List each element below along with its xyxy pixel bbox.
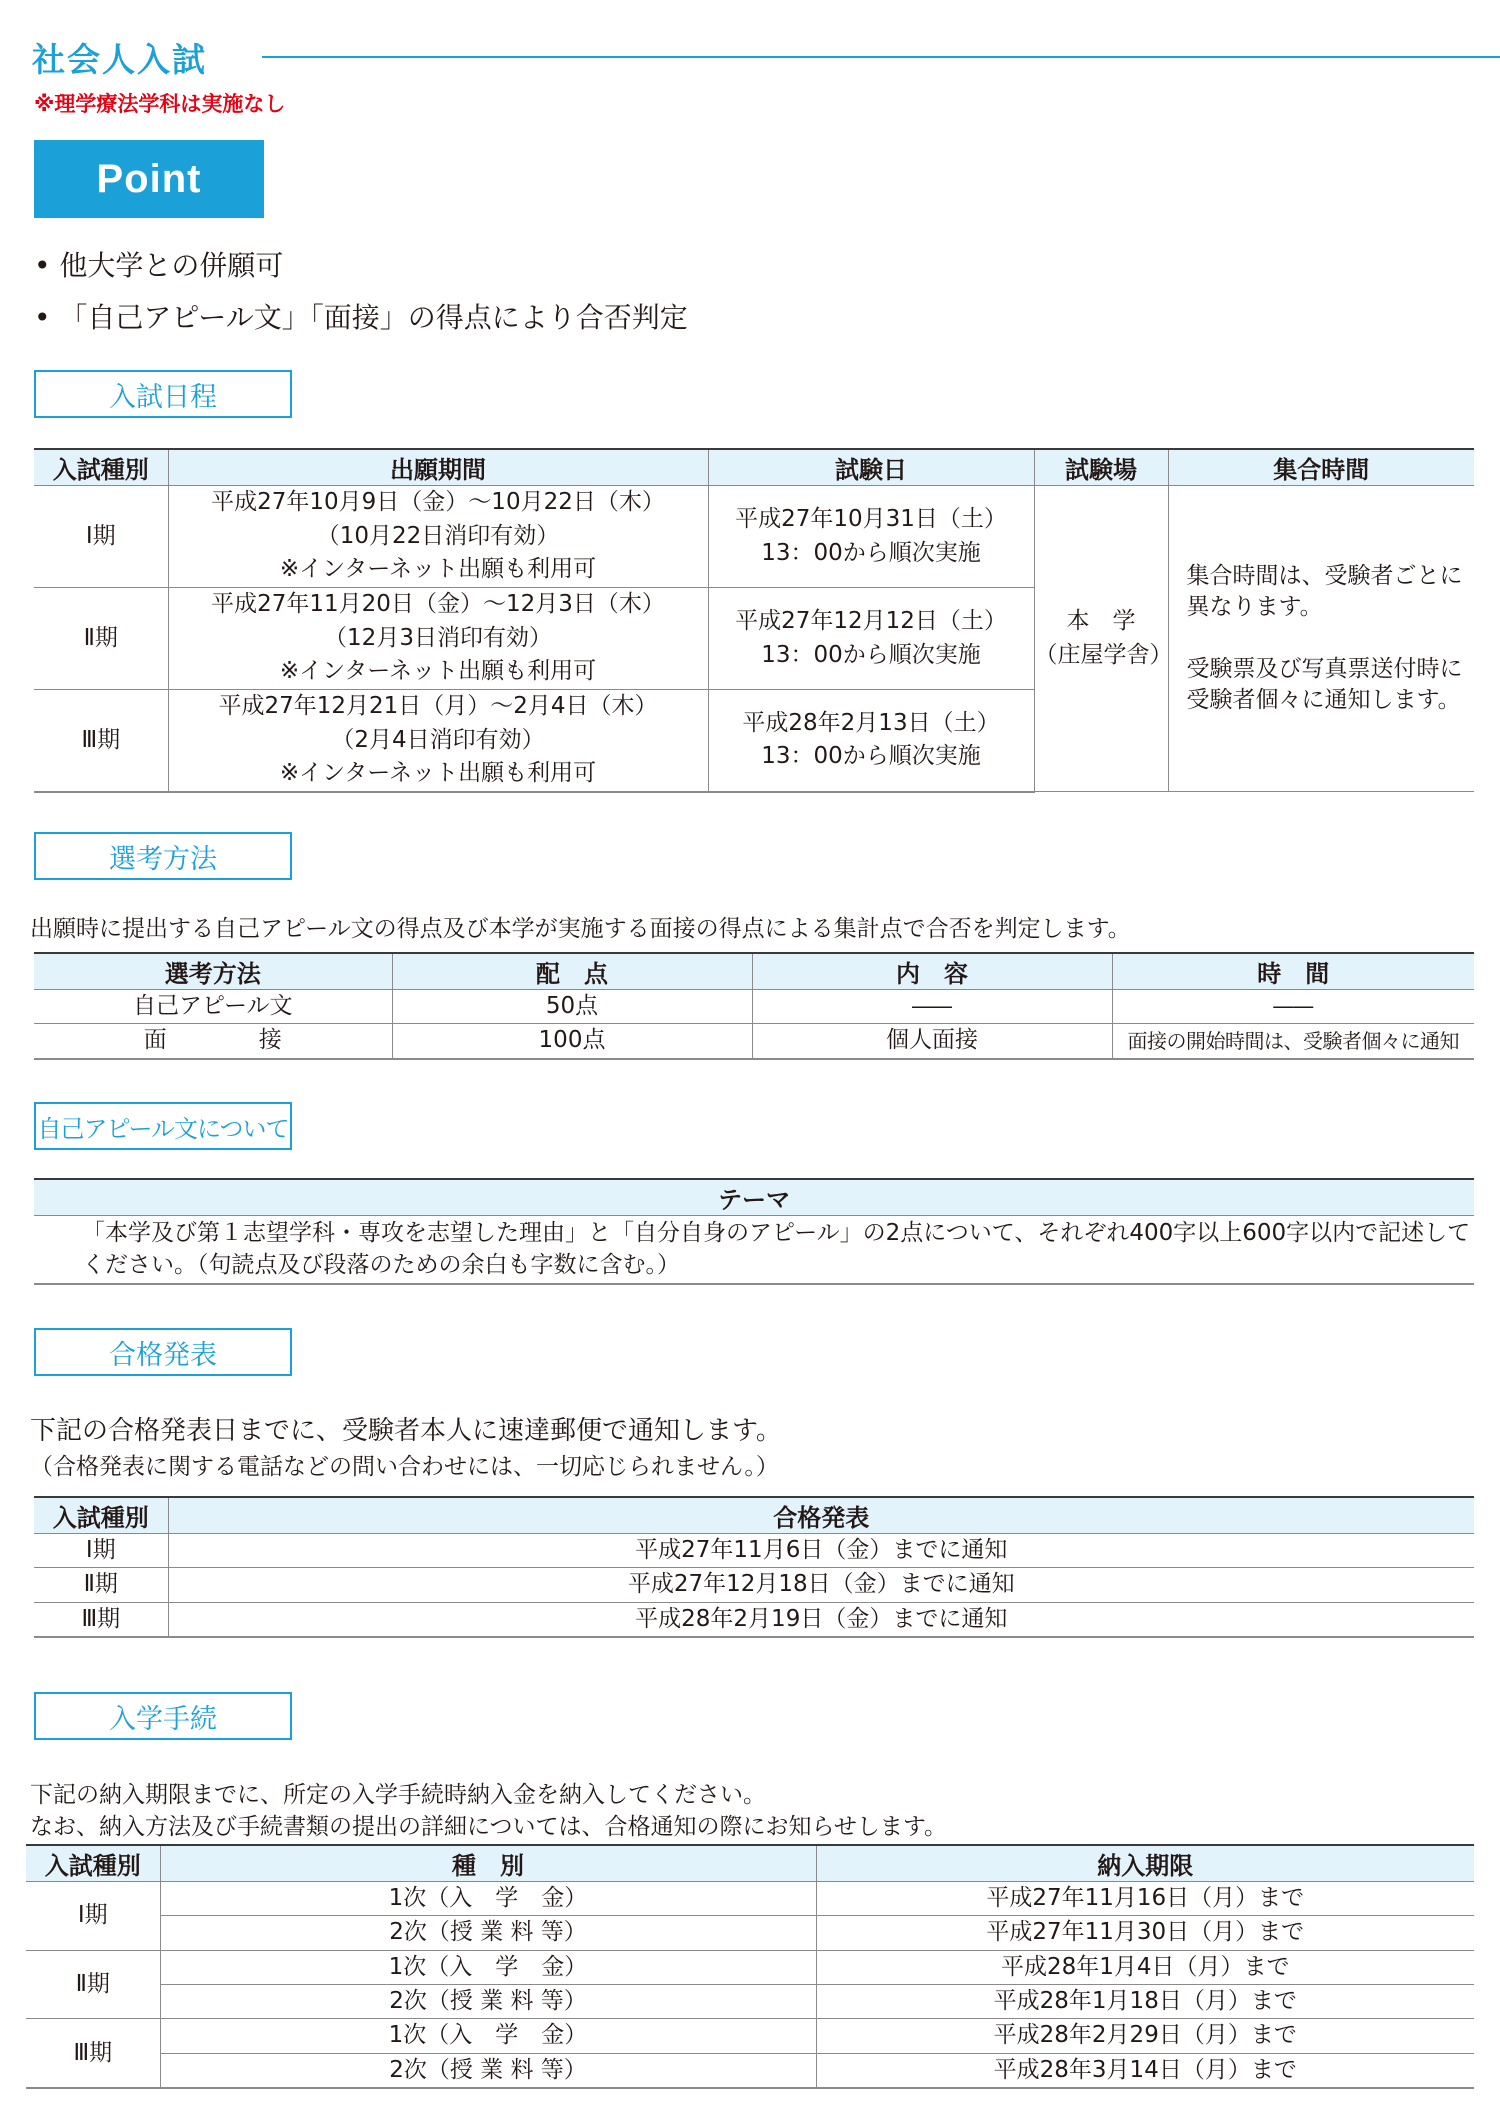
- results-intro: 下記の合格発表日までに、受験者本人に速達郵便で通知します。: [30, 1416, 782, 1446]
- term-cell: Ⅲ期: [34, 1602, 168, 1637]
- content-cell: 個人面接: [752, 1024, 1112, 1059]
- col-header: 時 間: [1112, 953, 1474, 990]
- table-row: [34, 1216, 1474, 1284]
- theme-cell: 「本学及び第１志望学科・専攻を志望した理由」と「自分自身のアピール」の2点について、それぞれ400字以上600字以内で記述してください。（句読点及び段落のための余白も字数に含む。）: [34, 1216, 1474, 1284]
- deadline-cell: 平成28年2月29日（月）まで: [816, 2019, 1474, 2053]
- exam-cell: [708, 486, 1034, 588]
- time-cell: ――: [1112, 990, 1474, 1024]
- table-row: [26, 1985, 1474, 2019]
- col-header: 出願期間: [168, 449, 708, 486]
- section-title-row: [32, 34, 1472, 78]
- table-row: [26, 1882, 1474, 1916]
- content-cell: ――: [752, 990, 1112, 1024]
- venue-cell: [1034, 486, 1173, 792]
- term-cell: Ⅲ期: [26, 2019, 160, 2088]
- term-cell: Ⅱ期: [34, 588, 168, 690]
- col-header: 種 別: [160, 1845, 816, 1882]
- period-line: 平成27年12月21日（月）〜2月4日（木）: [218, 693, 658, 720]
- kind-cell: 2次（授 業 料 等）: [160, 1916, 816, 1950]
- table-row: [26, 2053, 1474, 2088]
- table-row: [34, 1024, 1474, 1059]
- point-item: • 「自己アピール文」「面接」の得点により合否判定: [34, 301, 688, 334]
- term-cell: Ⅰ期: [34, 1534, 168, 1568]
- period-cell: [168, 588, 708, 690]
- table-row: [34, 1568, 1474, 1602]
- exam-line: 13：00から順次実施: [761, 539, 981, 566]
- schedule-table: [34, 448, 1474, 793]
- venue-line: 本 学: [1066, 608, 1136, 635]
- col-header: 入試種別: [34, 1497, 168, 1534]
- col-header: 試験日: [708, 449, 1034, 486]
- period-cell: [168, 690, 708, 792]
- deadline-cell: 平成28年1月4日（月）まで: [816, 1950, 1474, 1984]
- period-line: （2月4日消印有効）: [331, 726, 545, 753]
- venue-line: （庄屋学舎）: [1034, 641, 1173, 668]
- gather-line: 受験票及び写真票送付時に受験者個々に通知します。: [1186, 655, 1463, 713]
- table-row: [34, 1534, 1474, 1568]
- table-row: [26, 2019, 1474, 2053]
- period-line: ※インターネット出願も利用可: [279, 759, 597, 786]
- col-header: 納入期限: [816, 1845, 1474, 1882]
- exam-cell: [708, 690, 1034, 792]
- enroll-intro: なお、納入方法及び手続書類の提出の詳細については、合格通知の際にお知らせします。: [30, 1814, 948, 1840]
- exam-cell: [708, 588, 1034, 690]
- period-line: 平成27年10月9日（金）〜10月22日（木）: [211, 489, 665, 516]
- deadline-cell: 平成27年11月16日（月）まで: [816, 1882, 1474, 1916]
- appeal-heading: 自己アピール文について: [34, 1102, 292, 1150]
- col-header: 試験場: [1034, 449, 1168, 486]
- col-header: 集合時間: [1168, 449, 1474, 486]
- col-header: 内 容: [752, 953, 1112, 990]
- page-title: 社会人入試: [32, 40, 207, 79]
- kind-cell: 1次（入 学 金）: [160, 2019, 816, 2053]
- col-header: 入試種別: [34, 449, 168, 486]
- col-header: 選考方法: [34, 953, 392, 990]
- result-cell: 平成27年11月6日（金）までに通知: [168, 1534, 1474, 1568]
- enroll-table: [26, 1844, 1474, 2089]
- gather-line: 集合時間は、受験者ごとに異なります。: [1186, 563, 1463, 621]
- kind-cell: 2次（授 業 料 等）: [160, 1985, 816, 2019]
- exam-line: 平成28年2月13日（土）: [742, 709, 1000, 736]
- period-line: ※インターネット出願も利用可: [279, 556, 597, 583]
- points-cell: 100点: [392, 1024, 752, 1059]
- period-line: （12月3日消印有効）: [324, 624, 552, 651]
- point-badge: Point: [34, 140, 264, 218]
- results-heading: 合格発表: [34, 1328, 292, 1376]
- col-header: 入試種別: [26, 1845, 160, 1882]
- exam-line: 13：00から順次実施: [761, 743, 981, 770]
- gather-cell: [1168, 486, 1474, 792]
- exam-line: 13：00から順次実施: [761, 641, 981, 668]
- col-header: 合格発表: [168, 1497, 1474, 1534]
- method-cell: 自己アピール文: [34, 990, 392, 1024]
- exam-line: 平成27年10月31日（土）: [735, 506, 1007, 533]
- selection-intro: 出願時に提出する自己アピール文の得点及び本学が実施する面接の得点による集計点で合否を判定します。: [30, 916, 1131, 942]
- table-row: [34, 990, 1474, 1024]
- kind-cell: 1次（入 学 金）: [160, 1882, 816, 1916]
- result-cell: 平成28年2月19日（金）までに通知: [168, 1602, 1474, 1637]
- col-header: テーマ: [34, 1179, 1474, 1216]
- deadline-cell: 平成28年3月14日（月）まで: [816, 2053, 1474, 2088]
- results-note: （合格発表に関する電話などの問い合わせには、一切応じられません。）: [30, 1454, 779, 1480]
- period-line: 平成27年11月20日（金）〜12月3日（木）: [211, 591, 665, 618]
- kind-cell: 2次（授 業 料 等）: [160, 2053, 816, 2088]
- selection-table: [34, 952, 1474, 1060]
- method-cell: 面 接: [34, 1024, 392, 1059]
- table-row: [34, 486, 1474, 588]
- exam-line: 平成27年12月12日（土）: [735, 608, 1007, 635]
- period-cell: [168, 486, 708, 588]
- term-cell: Ⅲ期: [34, 690, 168, 792]
- deadline-cell: 平成27年11月30日（月）まで: [816, 1916, 1474, 1950]
- col-header: 配 点: [392, 953, 752, 990]
- result-cell: 平成27年12月18日（金）までに通知: [168, 1568, 1474, 1602]
- term-cell: Ⅰ期: [34, 486, 168, 588]
- appeal-table: [34, 1178, 1474, 1285]
- term-cell: Ⅱ期: [26, 1950, 160, 2019]
- schedule-heading: 入試日程: [34, 370, 292, 418]
- exclusion-note: ※理学療法学科は実施なし: [34, 92, 286, 116]
- title-divider: [262, 56, 1500, 58]
- table-row: [26, 1916, 1474, 1950]
- points-cell: 50点: [392, 990, 752, 1024]
- deadline-cell: 平成28年1月18日（月）まで: [816, 1985, 1474, 2019]
- period-line: ※インターネット出願も利用可: [279, 658, 597, 685]
- enroll-heading: 入学手続: [34, 1692, 292, 1740]
- enroll-intro: 下記の納入期限までに、所定の入学手続時納入金を納入してください。: [30, 1782, 766, 1808]
- results-table: [34, 1496, 1474, 1638]
- point-item: • 他大学との併願可: [34, 249, 284, 282]
- table-row: [26, 1950, 1474, 1984]
- selection-heading: 選考方法: [34, 832, 292, 880]
- time-cell: 面接の開始時間は、受験者個々に通知: [1112, 1024, 1474, 1059]
- term-cell: Ⅰ期: [26, 1882, 160, 1951]
- table-row: [34, 1602, 1474, 1637]
- term-cell: Ⅱ期: [34, 1568, 168, 1602]
- kind-cell: 1次（入 学 金）: [160, 1950, 816, 1984]
- period-line: （10月22日消印有効）: [316, 522, 560, 549]
